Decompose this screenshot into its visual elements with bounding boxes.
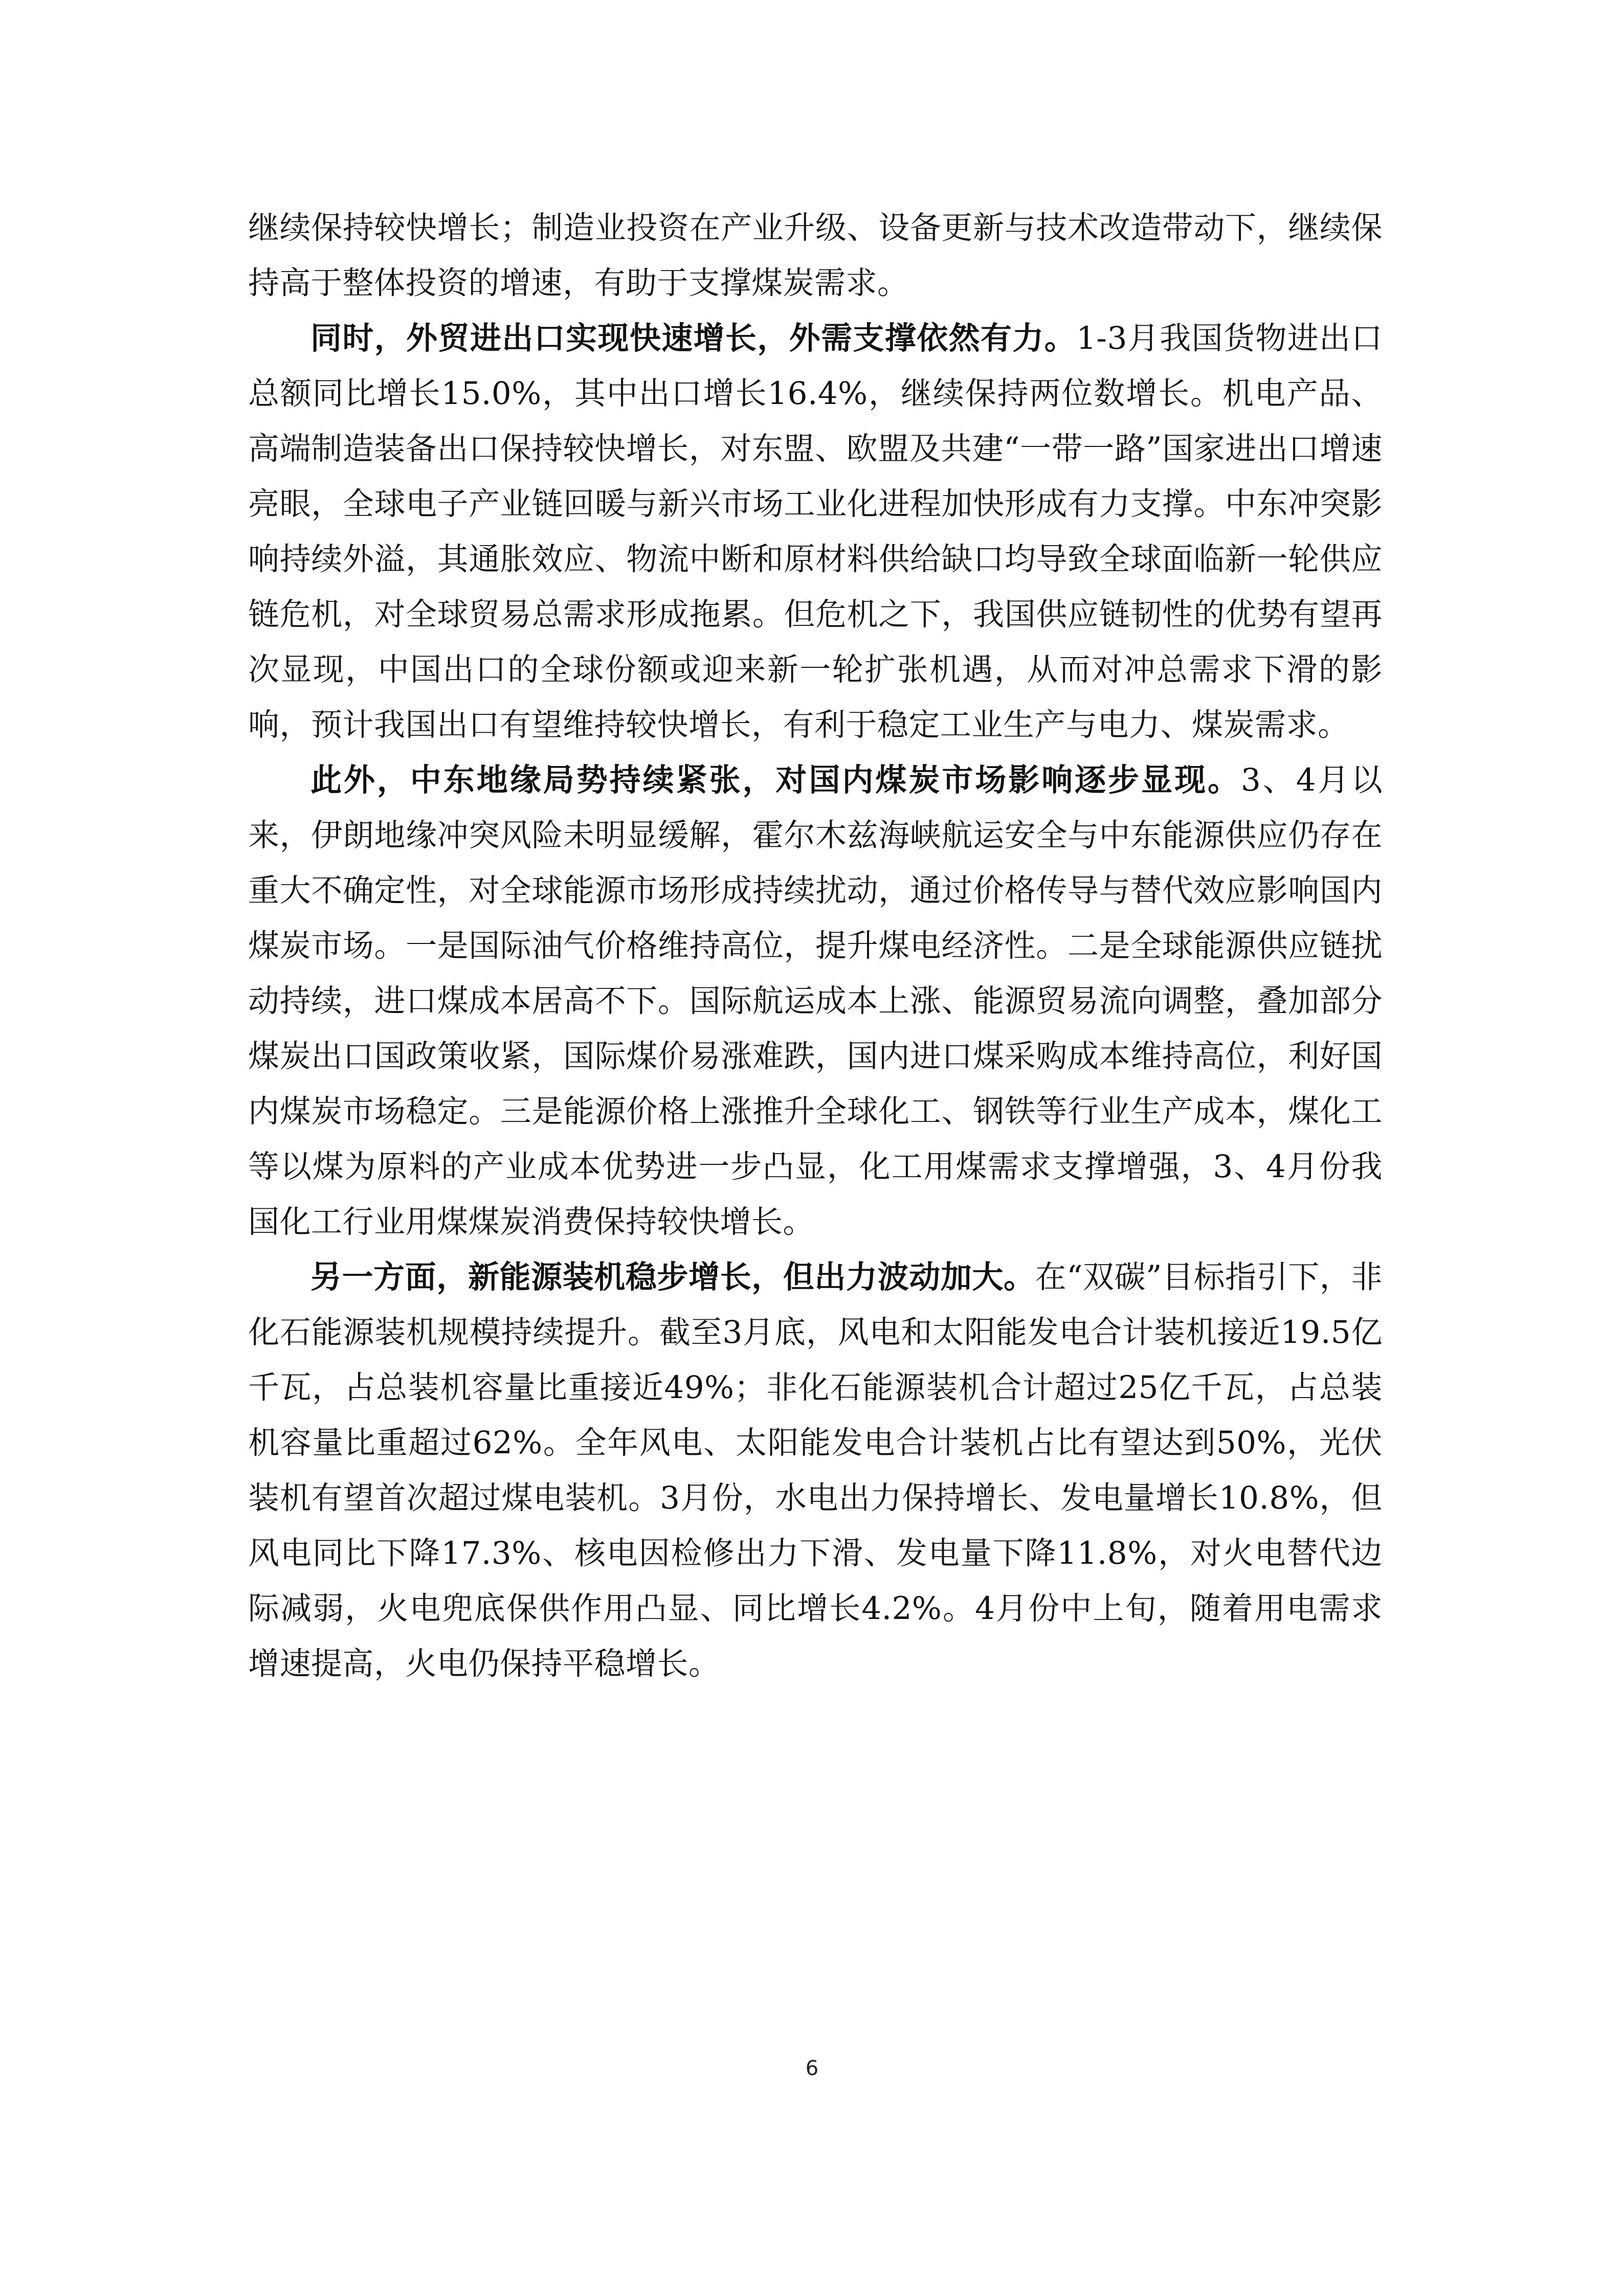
paragraph-foreign-trade xyxy=(248,311,1383,753)
paragraph-text: 1-3月我国货物进出口总额同比增长15.0%，其中出口增长16.4%，继续保持两位数增长。机电产品、高端制造装备出口保持较快增长，对东盟、欧盟及共建“一带一路”国家进出口增速亮眼，全球电子产业链回暖与新兴市场工业化进程加快形成有力支撑。中东冲突影响持续外溢，其通胀效应、物流中断和原材料供给缺口均导致全球面临新一轮供应链危机，对全球贸易总需求形成拖累。但危机之下，我国供应链韧性的优势有望再次显现，中国出口的全球份额或迎来新一轮扩张机遇，从而对冲总需求下滑的影响，预计我国出口有望维持较快增长，有利于稳定工业生产与电力、煤炭需求。 xyxy=(248,320,1383,743)
document-body xyxy=(248,200,1383,1692)
paragraph-lead: 另一方面，新能源装机稳步增长，但出力波动加大。 xyxy=(310,1259,1035,1295)
paragraph-new-energy xyxy=(248,1250,1383,1692)
paragraph-continuation xyxy=(248,200,1383,311)
paragraph-lead: 同时，外贸进出口实现快速增长，外需支撑依然有力。 xyxy=(310,320,1077,356)
paragraph-text: 在“双碳”目标指引下，非化石能源装机规模持续提升。截至3月底，风电和太阳能发电合计装机接近19.5亿千瓦，占总装机容量比重接近49%；非化石能源装机合计超过25亿千瓦，占总装机容量比重超过62%。全年风电、太阳能发电合计装机占比有望达到50%，光伏装机有望首次超过煤电装机。3月份，水电出力保持增长、发电量增长10.8%，但风电同比下降17.3%、核电因检修出力下滑、发电量下降11.8%，对火电替代边际减弱，火电兜底保供作用凸显、同比增长4.2%。4月份中上旬，随着用电需求增速提高，火电仍保持平稳增长。 xyxy=(248,1259,1383,1682)
paragraph-lead: 此外，中东地缘局势持续紧张，对国内煤炭市场影响逐步显现。 xyxy=(310,762,1241,798)
paragraph-text: 继续保持较快增长；制造业投资在产业升级、设备更新与技术改造带动下，继续保持高于整体投资的增速，有助于支撑煤炭需求。 xyxy=(248,210,1383,301)
paragraph-text: 3、4月以来，伊朗地缘冲突风险未明显缓解，霍尔木兹海峡航运安全与中东能源供应仍存在重大不确定性，对全球能源市场形成持续扰动，通过价格传导与替代效应影响国内煤炭市场。一是国际油气价格维持高位，提升煤电经济性。二是全球能源供应链扰动持续，进口煤成本居高不下。国际航运成本上涨、能源贸易流向调整，叠加部分煤炭出口国政策收紧，国际煤价易涨难跌，国内进口煤采购成本维持高位，利好国内煤炭市场稳定。三是能源价格上涨推升全球化工、钢铁等行业生产成本，煤化工等以煤为原料的产业成本优势进一步凸显，化工用煤需求支撑增强，3、4月份我国化工行业用煤煤炭消费保持较快增长。 xyxy=(248,762,1383,1240)
page-number: 6 xyxy=(805,2057,819,2080)
paragraph-middle-east xyxy=(248,753,1383,1250)
